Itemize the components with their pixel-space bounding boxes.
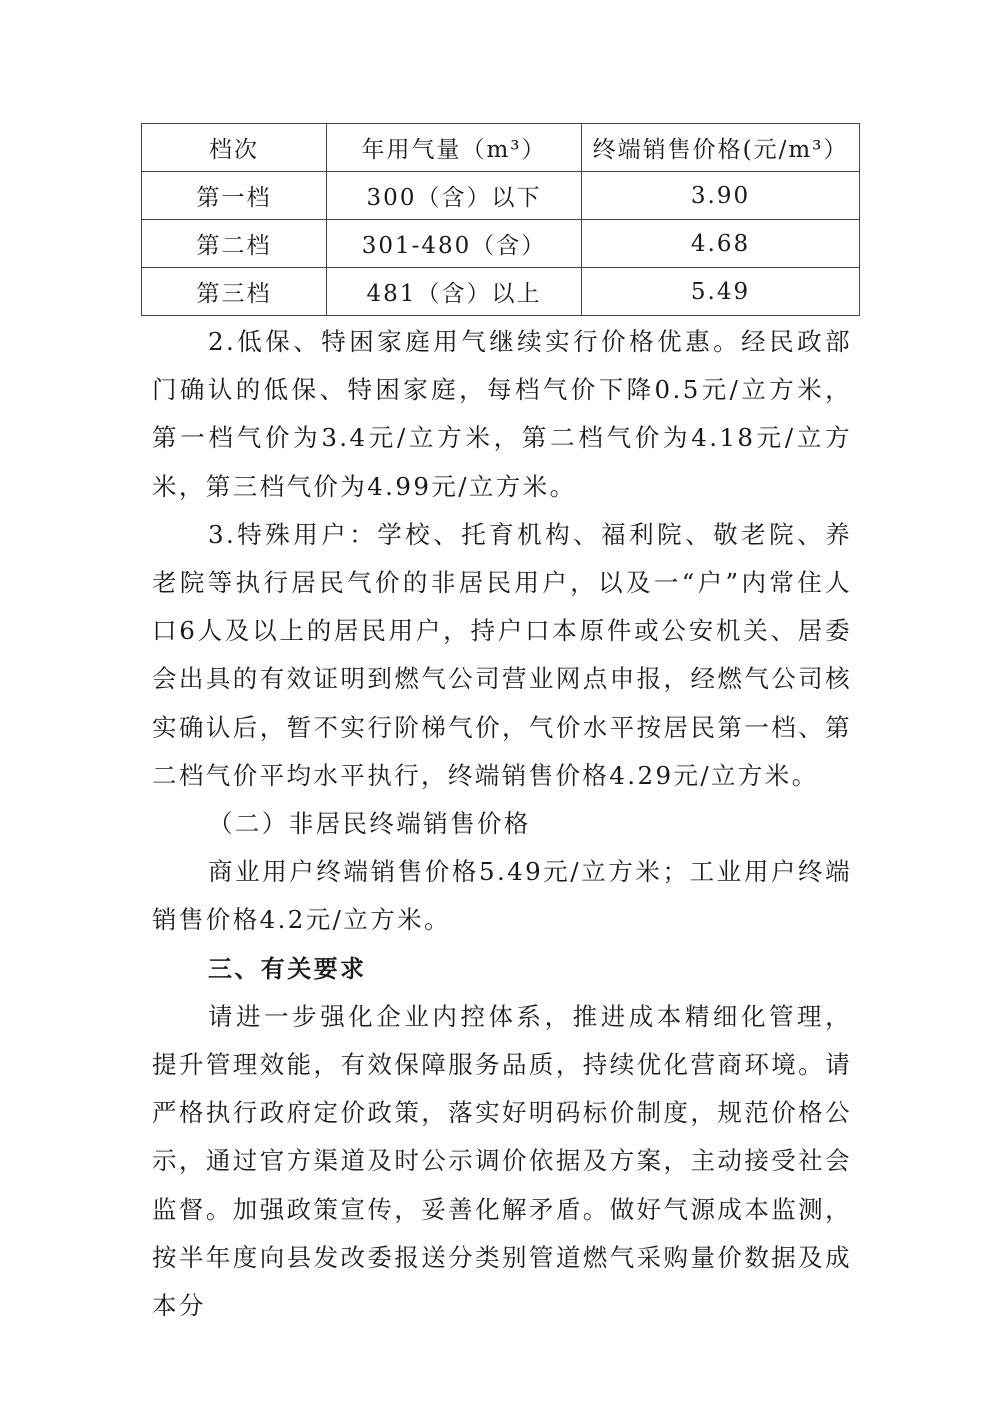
table-row xyxy=(142,220,860,268)
paragraph-low-income-discount: 2.低保、特困家庭用气继续实行价格优惠。经民政部门确认的低保、特困家庭，每档气价下降0.5元/立方米，第一档气价为3.4元/立方米，第二档气价为4.18元/立方米，第三档气价为4.99元/立方米。 xyxy=(152,327,852,501)
document-body xyxy=(152,318,852,1330)
tier-volume: 481（含）以上 xyxy=(327,268,582,316)
subheading-non-resident-price: （二）非居民终端销售价格 xyxy=(208,809,531,839)
tier-volume: 301-480（含） xyxy=(327,220,582,268)
gas-price-tier-table xyxy=(141,123,860,316)
table-row xyxy=(142,268,860,316)
tier-price: 3.90 xyxy=(582,172,860,220)
header-terminal-price: 终端销售价格(元/m³） xyxy=(582,124,860,172)
paragraph-requirements: 请进一步强化企业内控体系，推进成本精细化管理，提升管理效能，有效保障服务品质，持续优化营商环境。请严格执行政府定价政策，落实好明码标价制度，规范价格公示，通过官方渠道及时公示调价依据及方案，主动接受社会监督。加强政策宣传，妥善化解矛盾。做好气源成本监测，按半年度向县发改委报送分类别管道燃气采购量价数据及成本分 xyxy=(152,1001,852,1321)
tier-name: 第一档 xyxy=(142,172,327,220)
table-header-row xyxy=(142,124,860,172)
header-annual-volume: 年用气量（m³） xyxy=(327,124,582,172)
table-row xyxy=(142,172,860,220)
paragraph-special-users: 3.特殊用户：学校、托育机构、福利院、敬老院、养老院等执行居民气价的非居民用户，以及一“户”内常住人口6人及以上的居民用户，持户口本原件或公安机关、居委会出具的有效证明到燃气公司营业网点申报，经燃气公司核实确认后，暂不实行阶梯气价，气价水平按居民第一档、第二档气价平均水平执行，终端销售价格4.29元/立方米。 xyxy=(152,519,852,790)
tier-price: 4.68 xyxy=(582,220,860,268)
tier-price: 5.49 xyxy=(582,268,860,316)
tier-name: 第三档 xyxy=(142,268,327,316)
header-tier: 档次 xyxy=(142,124,327,172)
section-heading-requirements: 三、有关要求 xyxy=(208,954,367,983)
paragraph-non-resident-prices: 商业用户终端销售价格5.49元/立方米；工业用户终端销售价格4.2元/立方米。 xyxy=(152,857,852,935)
tier-volume: 300（含）以下 xyxy=(327,172,582,220)
tier-name: 第二档 xyxy=(142,220,327,268)
